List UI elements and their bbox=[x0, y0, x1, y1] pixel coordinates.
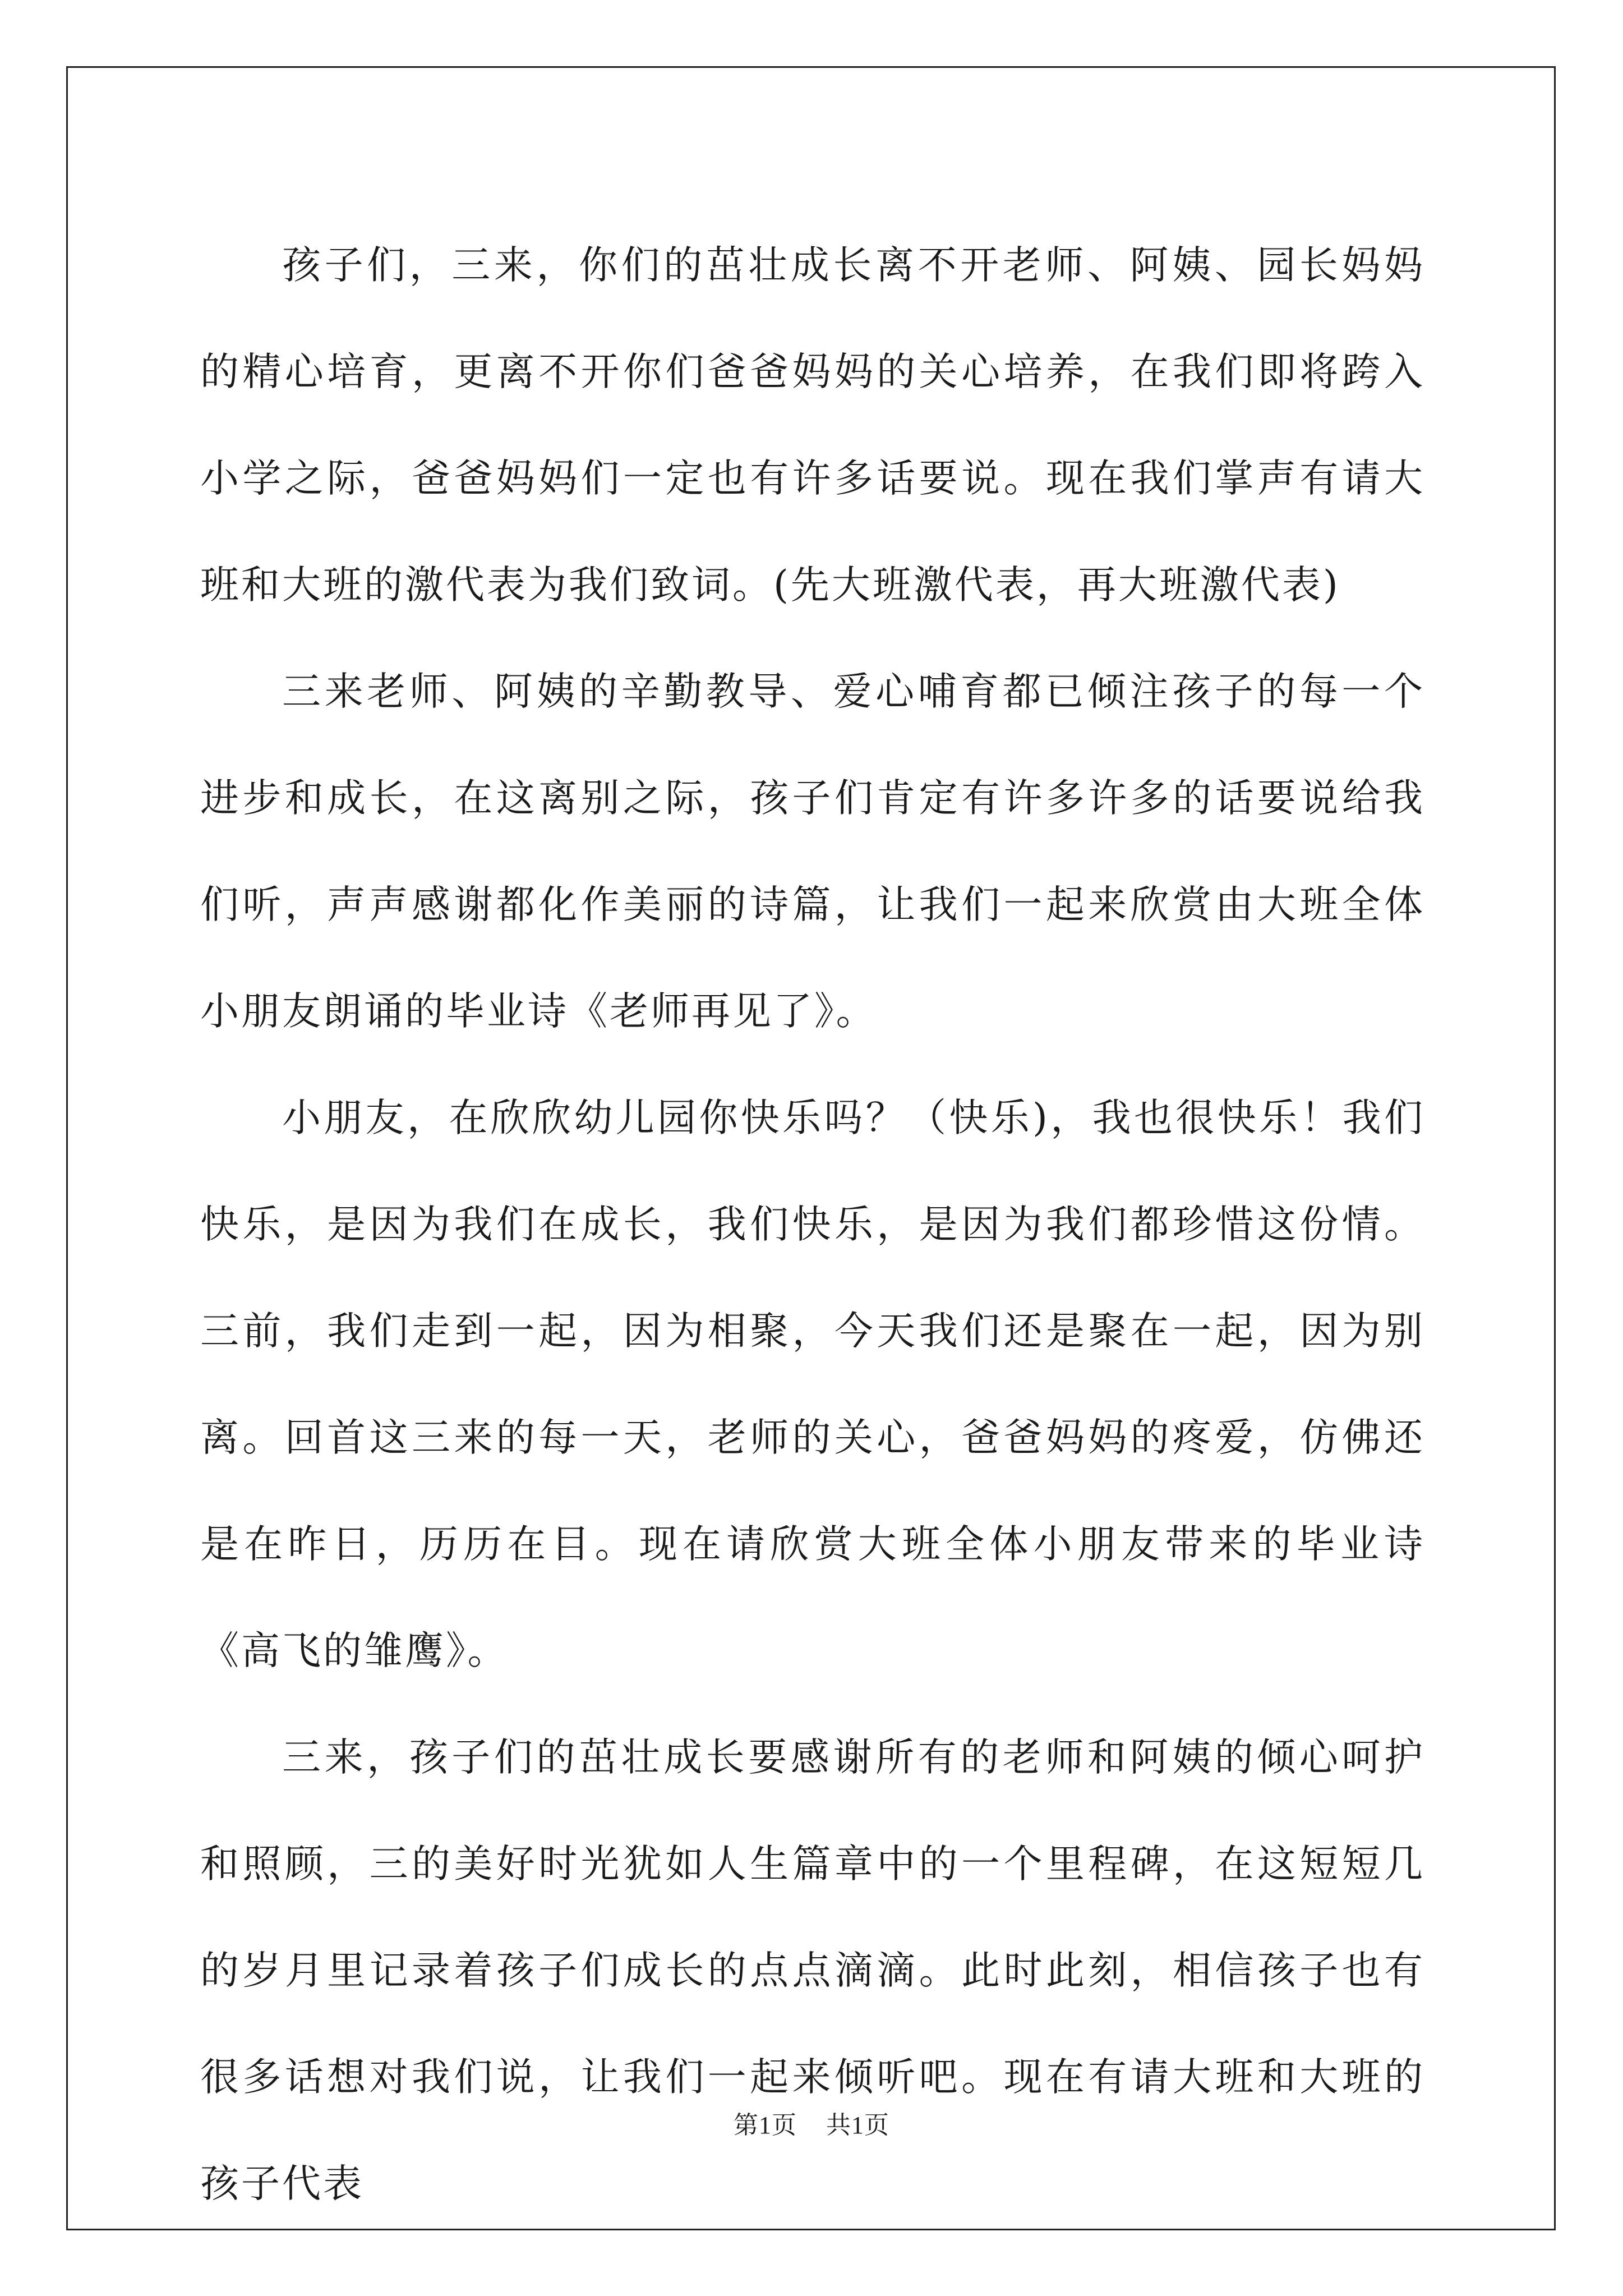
paragraph-4: 三来，孩子们的茁壮成长要感谢所有的老师和阿姨的倾心呵护和照顾，三的美好时光犹如人生篇章中的一个里程碑，在这短短几的岁月里记录着孩子们成长的点点滴滴。此时此刻，相信孩子也有很多话想对我们说，让我们一起来倾听吧。现在有请大班和大班的孩子代表 bbox=[200, 1735, 1425, 2206]
page-footer bbox=[0, 2105, 1623, 2141]
paragraph-2: 三来老师、阿姨的辛勤教导、爱心哺育都已倾注孩子的每一个进步和成长，在这离别之际，孩子们肯定有许多许多的话要说给我们听，声声感谢都化作美丽的诗篇，让我们一起来欣赏由大班全体小朋友朗诵的毕业诗《老师再见了》。 bbox=[200, 669, 1425, 1034]
page-number: 第1页 bbox=[734, 2111, 797, 2139]
paragraph-1: 孩子们，三来，你们的茁壮成长离不开老师、阿姨、园长妈妈的精心培育，更离不开你们爸爸妈妈的关心培养，在我们即将跨入小学之际，爸爸妈妈们一定也有许多话要说。现在我们掌声有请大班和大班的激代表为我们致词。(先大班激代表，再大班激代表) bbox=[200, 243, 1425, 608]
page-total: 共1页 bbox=[826, 2111, 889, 2139]
paragraph-3: 小朋友，在欣欣幼儿园你快乐吗？（快乐)，我也很快乐！我们快乐，是因为我们在成长，我们快乐，是因为我们都珍惜这份情。三前，我们走到一起，因为相聚，今天我们还是聚在一起，因为别离。回首这三来的每一天，老师的关心，爸爸妈妈的疼爱，仿佛还是在昨日，历历在目。现在请欣赏大班全体小朋友带来的毕业诗《高飞的雏鹰》。 bbox=[200, 1096, 1425, 1673]
document-body bbox=[200, 212, 1425, 2237]
